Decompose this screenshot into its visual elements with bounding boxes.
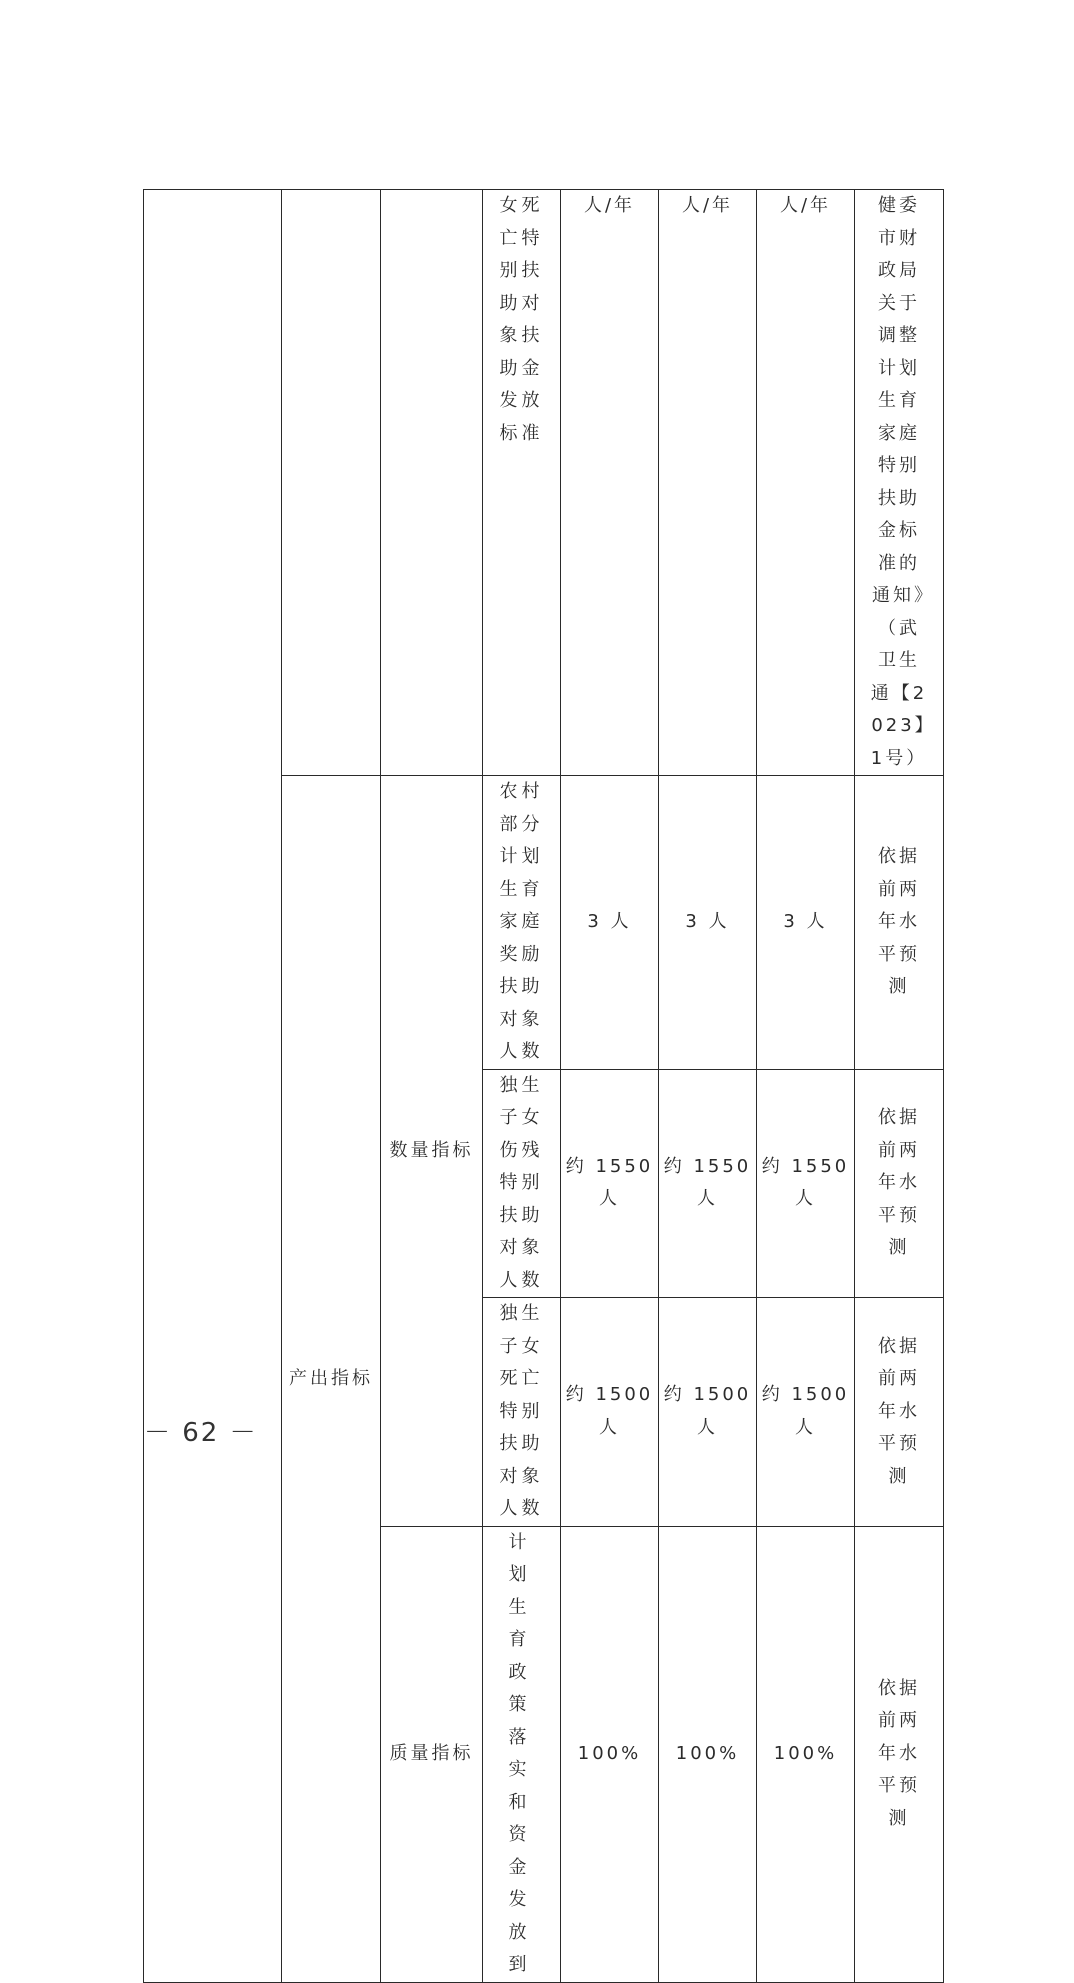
- basis-text: 依据前两年水平预测: [878, 1677, 920, 1829]
- value-text: 100%: [577, 1742, 642, 1764]
- basis-cell: [855, 190, 944, 776]
- subcategory-quality-label: 质量指标: [389, 1742, 474, 1764]
- value-text: 3 人: [685, 911, 730, 932]
- indicator-text: 农村部分计划生育家庭奖励扶助对象人数: [499, 781, 544, 1062]
- value-cell: [757, 1298, 855, 1527]
- indicator-text: 计划生育政策落实和资金发放到: [508, 1531, 535, 1975]
- subcategory-quantity-cell: [381, 776, 483, 1527]
- table-row: [144, 190, 944, 776]
- indicator-text: 独生子女死亡特别扶助对象人数: [499, 1303, 544, 1519]
- value-cell: [659, 190, 757, 776]
- value-text: 约 1500 人: [761, 1384, 850, 1438]
- value-cell: [659, 1069, 757, 1298]
- basis-cell: [855, 776, 944, 1070]
- value-text: 100%: [773, 1742, 838, 1764]
- category-output-cell: [282, 776, 381, 1983]
- value-cell: [757, 1526, 855, 1982]
- basis-cell: [855, 1298, 944, 1527]
- value-cell: [757, 190, 855, 776]
- indicator-content-cell: [483, 1298, 561, 1527]
- value-cell: [561, 776, 659, 1070]
- value-cell: [659, 1298, 757, 1527]
- indicator-content-cell: [483, 776, 561, 1070]
- indicator-content-cell: [483, 190, 561, 776]
- value-cell: [659, 1526, 757, 1982]
- indicator-content-cell: [483, 1069, 561, 1298]
- value-text: 约 1550 人: [761, 1155, 850, 1210]
- indicator-content-cell: [483, 1526, 561, 1982]
- value-text: 约 1550 人: [663, 1155, 752, 1210]
- value-cell: [561, 190, 659, 776]
- value-text: 约 1500 人: [663, 1384, 752, 1438]
- indicator-text: 独生子女伤残特别扶助对象人数: [499, 1074, 544, 1291]
- value-cell: [757, 1069, 855, 1298]
- basis-text: 依据前两年水平预测: [878, 1335, 920, 1487]
- value-text: 人/年: [681, 195, 734, 216]
- performance-indicator-table: [143, 189, 944, 1983]
- value-text: 约 1500 人: [565, 1384, 654, 1438]
- second-level-indicator-cell: [282, 190, 381, 776]
- value-cell: [561, 1298, 659, 1527]
- subcategory-quantity-label: 数量指标: [389, 1139, 474, 1161]
- value-text: 3 人: [587, 911, 632, 932]
- value-text: 100%: [675, 1742, 740, 1764]
- value-text: 约 1550 人: [565, 1155, 654, 1210]
- basis-cell: [855, 1069, 944, 1298]
- value-text: 人/年: [779, 195, 832, 216]
- value-cell: [561, 1526, 659, 1982]
- third-level-indicator-cell: [381, 190, 483, 776]
- value-cell: [561, 1069, 659, 1298]
- indicator-text: 女死亡特别扶助对象扶助金发放标准: [499, 195, 544, 444]
- basis-text: 依据前两年水平预测: [878, 846, 920, 997]
- subcategory-quality-cell: [381, 1526, 483, 1982]
- page-number: － 62 －: [144, 1418, 258, 1448]
- value-text: 3 人: [783, 911, 828, 932]
- basis-text: 健委 市财政局关于调整计划生育家庭特别扶助金标准的通知》（武卫生通【2023】1号）: [870, 195, 928, 769]
- basis-cell: [855, 1526, 944, 1982]
- value-text: 人/年: [583, 195, 636, 216]
- basis-text: 依据前两年水平预测: [878, 1107, 920, 1258]
- value-cell: [659, 776, 757, 1070]
- category-output-label: 产出指标: [289, 1367, 373, 1389]
- value-cell: [757, 776, 855, 1070]
- first-level-indicator-cell: [144, 190, 282, 1983]
